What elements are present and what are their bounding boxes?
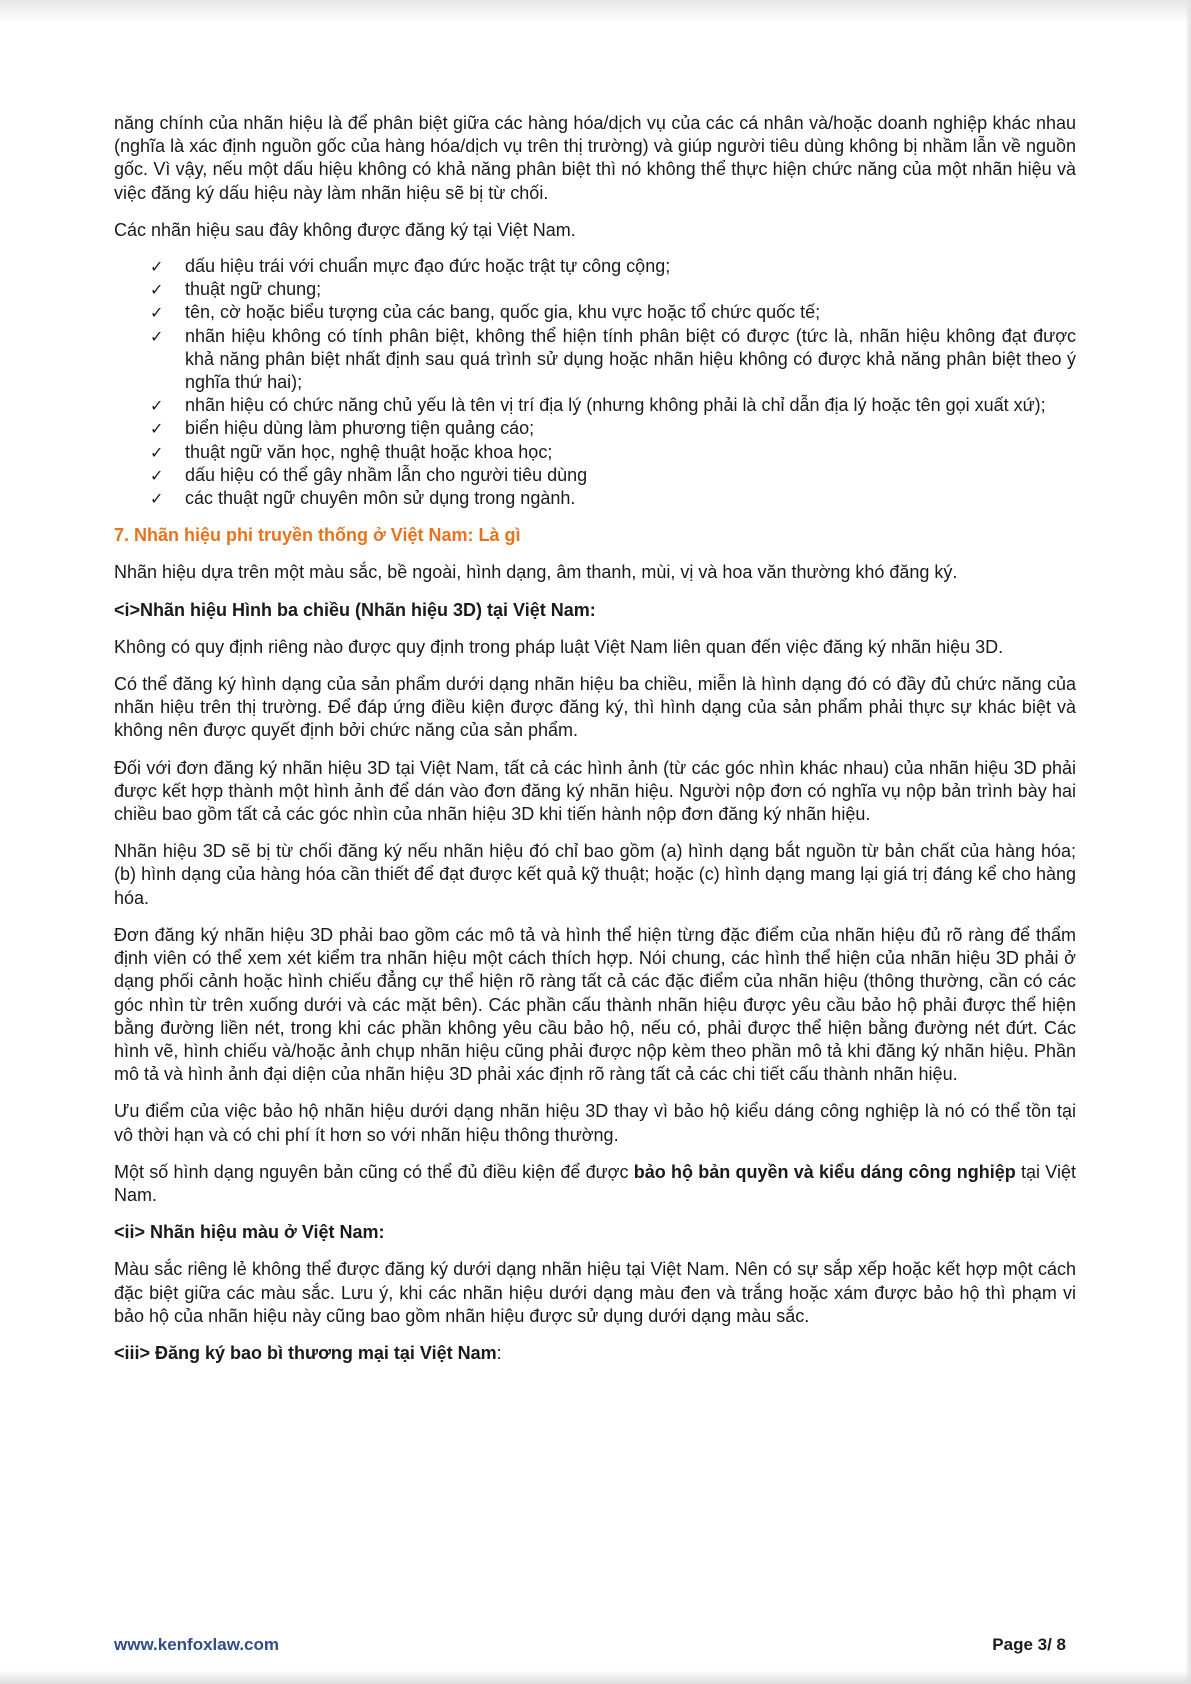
checklist-item: [114, 464, 1076, 487]
paragraph-3d-1: Không có quy định riêng nào được quy định trong pháp luật Việt Nam liên quan đến việc đăng ký nhãn hiệu 3D.: [114, 636, 1004, 657]
checklist-item: [114, 487, 1076, 510]
paragraph-3d-7: [114, 1161, 1076, 1207]
paragraph-3d-6: Ưu điểm của việc bảo hộ nhãn hiệu dưới dạng nhãn hiệu 3D thay vì bảo hộ kiểu dáng công nghiệp là nó có thể tồn tại vô thời hạn và có chi phí ít hơn so với nhãn hiệu thông thường.: [114, 1101, 1076, 1145]
subheading-trade-dress-suffix: :: [496, 1342, 502, 1363]
page-shadow-top: [0, 0, 1191, 22]
paragraph-3d-7-pre: Một số hình dạng nguyên bản cũng có thể đủ điều kiện để được: [114, 1161, 634, 1182]
section-7-intro: Nhãn hiệu dựa trên một màu sắc, bề ngoài, hình dạng, âm thanh, mùi, vị và hoa văn thường khó đăng ký.: [114, 562, 958, 583]
checkmark-icon: ✓: [150, 326, 164, 346]
not-registrable-lead: Các nhãn hiệu sau đây không được đăng ký tại Việt Nam.: [114, 219, 576, 240]
page-body: [114, 112, 1076, 1365]
paragraph-3d-7-bold: bảo hộ bản quyền và kiểu dáng công nghiệp: [633, 1161, 1016, 1182]
page-shadow-bottom: [0, 1670, 1191, 1684]
checklist-item: [114, 417, 1076, 440]
subheading-color-marks: <ii> Nhãn hiệu màu ở Việt Nam:: [114, 1222, 385, 1243]
subheading-trade-dress-text: <iii> Đăng ký bao bì thương mại tại Việt Nam: [114, 1342, 497, 1363]
checklist-item: [114, 301, 1076, 324]
checkmark-icon: ✓: [150, 489, 164, 509]
checkmark-icon: ✓: [150, 257, 164, 277]
paragraph-color-1: Màu sắc riêng lẻ không thể được đăng ký dưới dạng nhãn hiệu tại Việt Nam. Nên có sự sắp xếp hoặc kết hợp một cách đặc biệt giữa các màu sắc. Lưu ý, khi các nhãn hiệu dưới dạng màu đen và trắng hoặc xám được bảo hộ thì phạm vi bảo hộ của nhãn hiệu này cũng bao gồm nhãn hiệu được sử dụng dưới dạng màu sắc.: [114, 1259, 1076, 1326]
checkmark-icon: ✓: [150, 280, 164, 300]
checkmark-icon: ✓: [150, 465, 164, 485]
page-shadow-right: [1185, 0, 1191, 1684]
checklist-item: [114, 278, 1076, 301]
intro-paragraph: năng chính của nhãn hiệu là để phân biệt giữa các hàng hóa/dịch vụ của các cá nhân và/hoặc doanh nghiệp khác nhau (nghĩa là xác định nguồn gốc của hàng hóa/dịch vụ trên thị trường) và giúp người tiêu dùng không bị nhầm lẫn về nguồn gốc. Vì vậy, nếu một dấu hiệu không có khả năng phân biệt thì nó không thể thực hiện chức năng của một nhãn hiệu và việc đăng ký dấu hiệu này làm nhãn hiệu sẽ bị từ chối.: [114, 113, 1076, 203]
page-number: Page 3/ 8: [992, 1635, 1066, 1654]
checkmark-icon: ✓: [150, 396, 164, 416]
paragraph-3d-5: Đơn đăng ký nhãn hiệu 3D phải bao gồm các mô tả và hình thể hiện từng đặc điểm của nhãn hiệu đủ rõ ràng để thẩm định viên có thể xem xét kiểm tra nhãn hiệu một cách thích hợp. Nói chung, các hình thể hiện của nhãn hiệu 3D phải ở dạng phối cảnh hoặc hình chiếu đẳng cự thể hiện rõ ràng tất cả các đặc điểm của nhãn hiệu (thông thường, cần có các góc nhìn từ trên xuống dưới và các mặt bên). Các phần cấu thành nhãn hiệu được yêu cầu bảo hộ phải được thể hiện bằng đường liền nét, trong khi các phần không yêu cầu bảo hộ, nếu có, phải được thể hiện bằng đường nét đứt. Các hình vẽ, hình chiếu và/hoặc ảnh chụp nhãn hiệu cũng phải được nộp kèm theo phần mô tả khi đăng ký nhãn hiệu. Phần mô tả và hình ảnh đại diện của nhãn hiệu 3D phải xác định rõ ràng tất cả các chi tiết cấu thành nhãn hiệu.: [114, 924, 1076, 1085]
footer-website-link[interactable]: www.kenfoxlaw.com: [114, 1635, 280, 1654]
paragraph-3d-3: Đối với đơn đăng ký nhãn hiệu 3D tại Việt Nam, tất cả các hình ảnh (từ các góc nhìn khác nhau) của nhãn hiệu 3D phải được kết hợp thành một hình ảnh để dán vào đơn đăng ký nhãn hiệu. Người nộp đơn có nghĩa vụ nộp bản trình bày hai chiều bao gồm tất cả các góc nhìn của nhãn hiệu 3D khi tiến hành nộp đơn đăng ký nhãn hiệu.: [114, 757, 1076, 825]
checklist-item: [114, 255, 1076, 278]
subheading-3d-marks: <i>Nhãn hiệu Hình ba chiều (Nhãn hiệu 3D) tại Việt Nam:: [114, 599, 596, 620]
page-footer: [114, 1635, 1066, 1655]
checklist-item-text: thuật ngữ văn học, nghệ thuật hoặc khoa học;: [185, 441, 553, 462]
checklist-item-text: dấu hiệu trái với chuẩn mực đạo đức hoặc trật tự công cộng;: [185, 256, 671, 277]
checklist-item-text: tên, cờ hoặc biểu tượng của các bang, quốc gia, khu vực hoặc tổ chức quốc tế;: [185, 302, 821, 323]
checkmark-icon: ✓: [150, 442, 164, 462]
checkmark-icon: ✓: [150, 419, 164, 439]
checklist-item-text: thuật ngữ chung;: [185, 279, 322, 300]
subheading-trade-dress: [114, 1342, 1076, 1365]
checklist-item-text: biển hiệu dùng làm phương tiện quảng cáo;: [185, 418, 535, 439]
paragraph-3d-4: Nhãn hiệu 3D sẽ bị từ chối đăng ký nếu nhãn hiệu đó chỉ bao gồm (a) hình dạng bắt nguồn từ bản chất của hàng hóa; (b) hình dạng của hàng hóa cần thiết để đạt được kết quả kỹ thuật; hoặc (c) hình dạng mang lại giá trị đáng kể cho hàng hóa.: [114, 841, 1076, 908]
checklist-item: [114, 394, 1076, 417]
non-registrable-list: [114, 255, 1076, 510]
checklist-item-text: dấu hiệu có thể gây nhầm lẫn cho người tiêu dùng: [185, 464, 588, 485]
checklist-item: [114, 325, 1076, 395]
checklist-item-text: các thuật ngữ chuyên môn sử dụng trong ngành.: [185, 488, 576, 509]
paragraph-3d-2: Có thể đăng ký hình dạng của sản phẩm dưới dạng nhãn hiệu ba chiều, miễn là hình dạng đó có đầy đủ chức năng của nhãn hiệu trên thị trường. Để đáp ứng điều kiện được đăng ký, thì hình dạng của sản phẩm phải thực sự khác biệt và không nên được quyết định bởi chức năng của sản phẩm.: [114, 674, 1076, 741]
paragraph-3d-7-post: tại Việt Nam.: [114, 1161, 1077, 1205]
checklist-item-text: nhãn hiệu không có tính phân biệt, không thể hiện tính phân biệt có được (tức là, nhãn hiệu không đạt được khả năng phân biệt nhất định sau quá trình sử dụng hoặc nhãn hiệu không có được khả năng phân biệt theo ý nghĩa thứ hai);: [185, 325, 1076, 393]
checkmark-icon: ✓: [150, 303, 164, 323]
checklist-item: [114, 441, 1076, 464]
checklist-item-text: nhãn hiệu có chức năng chủ yếu là tên vị trí địa lý (nhưng không phải là chỉ dẫn địa lý hoặc tên gọi xuất xứ);: [185, 395, 1046, 416]
section-heading-7: 7. Nhãn hiệu phi truyền thống ở Việt Nam: Là gì: [114, 525, 521, 546]
